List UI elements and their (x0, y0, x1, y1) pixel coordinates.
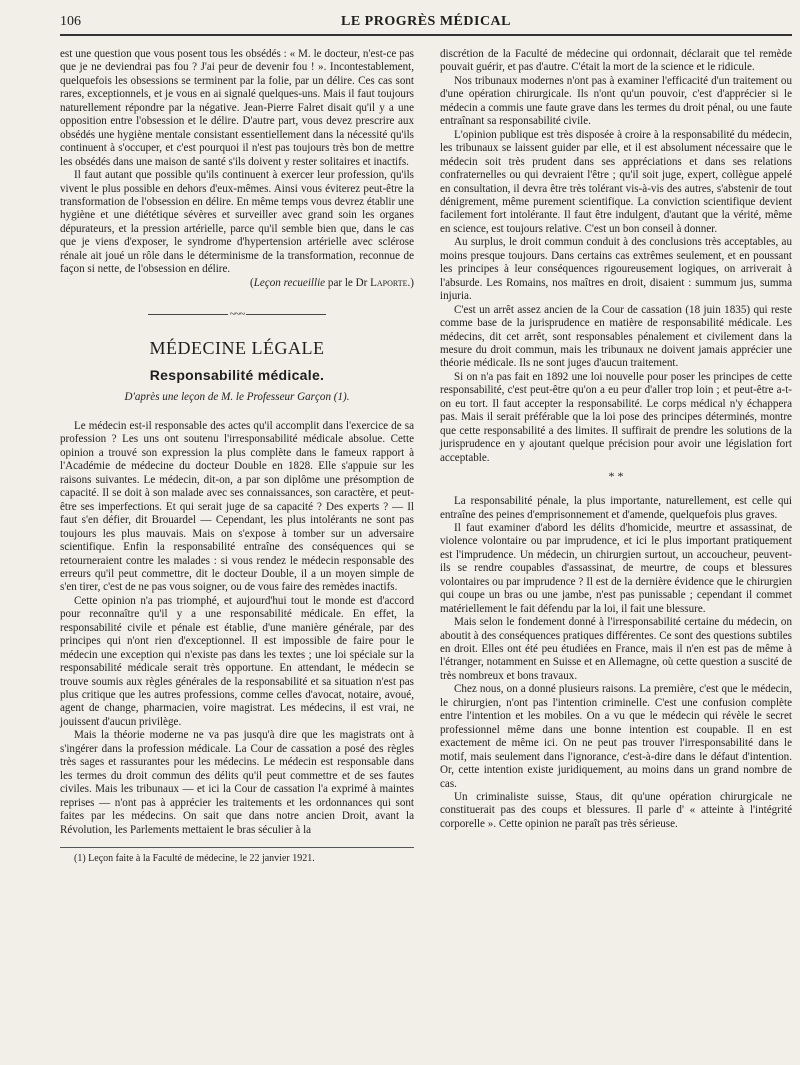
footnote: (1) Leçon faite à la Faculté de médecine, le 22 janvier 1921. (74, 853, 315, 865)
right-paragraph-9: Mais selon le fondement donné à l'irresponsabilité certaine du médecin, on aboutit à des conséquences pratiques différentes. Ce sont des questions subtiles en droit. Elles ont été peu étudiées en France, mais il n'en est pas de même à l'étranger, notamment en Suisse et en Allemagne, où cette question a suscité de très nombreux et bons travaux. (440, 616, 792, 682)
article-byline: D'après une leçon de M. le Professeur Garçon (1). (124, 390, 350, 403)
page-number: 106 (60, 14, 81, 29)
section-divider: ~~~ (137, 308, 337, 321)
right-paragraph-2: Nos tribunaux modernes n'ont pas à examiner l'efficacité d'un traitement ou d'une opération chirurgicale. Ils n'ont qu'un pouvoir, c'est d'apprécier si le médecin a commis une faute grave dans les termes du droit pénal, ou une faute entraînant sa responsabilité civile. (440, 74, 792, 128)
right-paragraph-1: discrétion de la Faculté de médecine qui ordonnait, déclarait que tel remède pouvait guérir, et pas d'autre. C'était la mort de la science et le ridicule. (440, 48, 792, 74)
article-paragraph-3: Mais la théorie moderne ne va pas jusqu'à dire que les magistrats ont à s'ingérer dans la profession médicale. La Cour de cassation a posé des règles très sages et rassurantes pour les médecins. Le médecin est responsable dans les termes du droit commun des délits qu'il peut commettre et de ses fautes civiles. Mais les tribunaux — et ici la Cour de cassation l'a exprimé à maintes reprises — n'ont pas à apprécier les traitements et les ordonnances qui sont faites par les médecins. On sait que dans notre ancien Droit, avant la Révolution, les Parlements mettaient le bras séculier à la (60, 729, 414, 836)
article-paragraph-1: Le médecin est-il responsable des actes qu'il accomplit dans l'exercice de sa profession ? Les uns ont soutenu l'irresponsabilité médicale absolue. Cette opinion a trouvé son expression la plus complète dans le fameux rapport à l'Académie de médecine du docteur Double en 1828. Elle s'appuie sur les raisons suivantes. Le médecin, dit-on, a par son diplôme une présomption de capacité. Il se doit à son malade avec ses connaissances, son caractère, et peut-être ses imperfections. Et qui serait juge de sa capacité ? Des experts ? — Il faut s'en défier, dit Brouardel — Cependant, les plus intolérants ne sont pas toujours les plus mauvais. Mais on s'expose à tomber sur un adversaire scientifique. Enfin la responsabilité entraîne des conséquences qui se retourneraient contre les malades : si vous rendez le médecin responsable des erreurs qu'il peut commettre, dit le docteur Double, il a un moyen simple de s'en tirer, c'est de ne pas vous soigner, ou de vous faire des remèdes inactifs. (60, 419, 414, 594)
intro-paragraph-1: est une question que vous posent tous les obsédés : « M. le docteur, n'est-ce pas que je ne deviendrai pas fou ? J'ai peur de devenir fou ! ». Incontestablement, quelquefois les obsessions se terminent par la folie, par un délire. Ces cas sont rares, exceptionnels, et je vous en ai signalé quelques-uns. Mais il faut toujours naturellement répondre par la négative. Jean-Pierre Falret disait qu'il y a une opposition entre l'obsession et le délire. D'autre part, vous devez prescrire aux obsédés une hygiène mentale consistant essentiellement dans la nécessité qu'ils continuent à s'occuper, et c'est pourquoi il n'est pas toujours très bon de mettre les obsédés dans une maison de santé s'ils doivent y rester solitaires et inactifs. (60, 48, 414, 168)
section-separator-stars: * * (608, 469, 624, 484)
signature-name: Laporte (370, 276, 408, 289)
right-paragraph-6: Si on n'a pas fait en 1892 une loi nouvelle pour poser les principes de cette responsabilité, c'est peut-être qu'on a eu peur d'aller trop loin ; et peut-être a-t-on eu tort. Il faut accepter la responsabilité. Le corps médical n'y échappera pas. Mais il serait préférable que la loi pose des principes déterminés, montre que cette responsabilité a des limites. Il suffirait de prendre les solutions de la jurisprudence en y ajoutant quelque précision pour avoir une législation fort acceptable. (440, 370, 792, 464)
signature-rest: par le Dr (327, 276, 368, 289)
right-paragraph-8: Il faut examiner d'abord les délits d'homicide, meurtre et assassinat, de violence volontaire ou par imprudence, et ici le plus important pratiquement est l'imprudence. Un médecin, un chirurgien surtout, un accoucheur, peuvent-ils se rendre coupables d'assassinat, de meurtre, de coups et blessures volontaires ou par imprudence ? Il est de la dernière évidence que le chirurgien qui coupe un bras ou une jambe, n'est pas punissable ; cependant il commet matériellement le fait défendu par la loi, il fait une blessure. (440, 521, 792, 615)
right-paragraph-10: Chez nous, on a donné plusieurs raisons. La première, c'est que le médecin, le chirurgien, n'ont pas l'intention criminelle. C'est une confusion complète entre l'intention et les mobiles. On a vu que le médecin qui révèle le secret professionnel même dans une bonne intention est coupable. Il en est exactement de même ici. On ne peut pas trouver l'irresponsabilité dans le motif, mais seulement dans l'ignorance, c'est-à-dire dans le défaut d'intention. Or, cette intention existe juridiquement, au moins dans un grand nombre de cas. (440, 683, 792, 790)
right-column (440, 48, 792, 831)
right-paragraph-11: Un criminaliste suisse, Staus, dit qu'une opération chirurgicale ne constituerait pas des coups et blessures. Il parle d' « atteinte à l'intégrité corporelle ». Cette opinion ne paraît pas très sérieuse. (440, 791, 792, 830)
page-header (60, 12, 792, 34)
header-rule (60, 34, 792, 36)
right-paragraph-7: La responsabilité pénale, la plus importante, naturellement, est celle qui entraîne des peines d'emprisonnement et d'amende, quelquefois plus graves. (440, 495, 792, 521)
right-paragraph-3: L'opinion publique est très disposée à croire à la responsabilité du médecin, les tribunaux se laissent guider par elle, et il est absolument nécessaire que le médecin soit très prudent dans ses appréciations et dans ses relations confraternelles ou qui devraient l'être ; qu'il soit juge, expert, collègue appelé en consultation, il devra être très tolérant vis-à-vis des autres, s'abstenir de tout dénigrement, même purement scientifique. La conviction scientifique devient facilement fort intolérante. Il faut être indulgent, d'autant que la vérité, même en science, est toujours relative. C'est un bon conseil à donner. (440, 128, 792, 235)
footnote-rule (60, 847, 414, 848)
right-paragraph-5: C'est un arrêt assez ancien de la Cour de cassation (18 juin 1835) qui reste comme base de la jurisprudence en matière de responsabilité médicale. Les médecins, dit cet arrêt, sont responsables pénalement et civilement dans la mesure du droit commun, mais les tribunaux ne doivent jamais apprécier une théorie médicale. Ils ne sont juges d'aucun traitement. (440, 303, 792, 370)
journal-title: LE PROGRÈS MÉDICAL (340, 14, 512, 29)
article-title: Responsabilité médicale. (149, 367, 325, 384)
lecture-signature: (Leçon recueillie par le Dr Laporte.) (250, 276, 414, 289)
intro-paragraph-2: Il faut autant que possible qu'ils continuent à exercer leur profession, qu'ils vivent le plus possible en dehors d'eux-mêmes. Ainsi vous éviterez peut-être la transformation de l'obsession en délire. En même temps vous devrez établir une hygiène et une diététique sévères et surveiller avec grand soin les organes dépurateurs, et la pression artérielle, parce qu'il semble bien que, dans le cas que je viens d'exposer, le syndrome d'hypertension artérielle avec sclérose rénale ait joué un rôle dans le déterminisme de la transformation, reconnue de façon si nette, de l'obsession en délire. (60, 169, 414, 276)
right-paragraph-4: Au surplus, le droit commun conduit à des conclusions très acceptables, au moins presque toujours. Dans certains cas extrêmes seulement, et en poussant les principes à leur conséquences rigoureusement logiques, on arriverait à l'absurde. Les Romains, nos maîtres en droit, disaient : summum jus, summa injuria. (440, 236, 792, 303)
section-title: MÉDECINE LÉGALE (149, 337, 325, 358)
article-paragraph-2: Cette opinion n'a pas triomphé, et aujourd'hui tout le monde est d'accord pour reconnaître qu'il y a une responsabilité médicale. En effet, la responsabilité civile et pénale est établie, d'une manière générale, par des principes qui n'ont rien d'exceptionnel. Il est impossible de faire pour le médecin une exception qui n'existe pas dans les textes ; une loi spéciale sur la responsabilité médicale serait très opportune. En attendant, le médecin se trouve soumis aux règles générales de la responsabilité et sa situation n'est pas plus critique que les autres professions, comme celles d'avocat, notaire, avoué, agent de change, pharmacien, voire magistrat. Les médecins, il est vrai, ne jouissent d'aucun privilège. (60, 594, 414, 728)
signature-italic: Leçon recueillie (253, 276, 326, 289)
left-column (60, 48, 414, 865)
